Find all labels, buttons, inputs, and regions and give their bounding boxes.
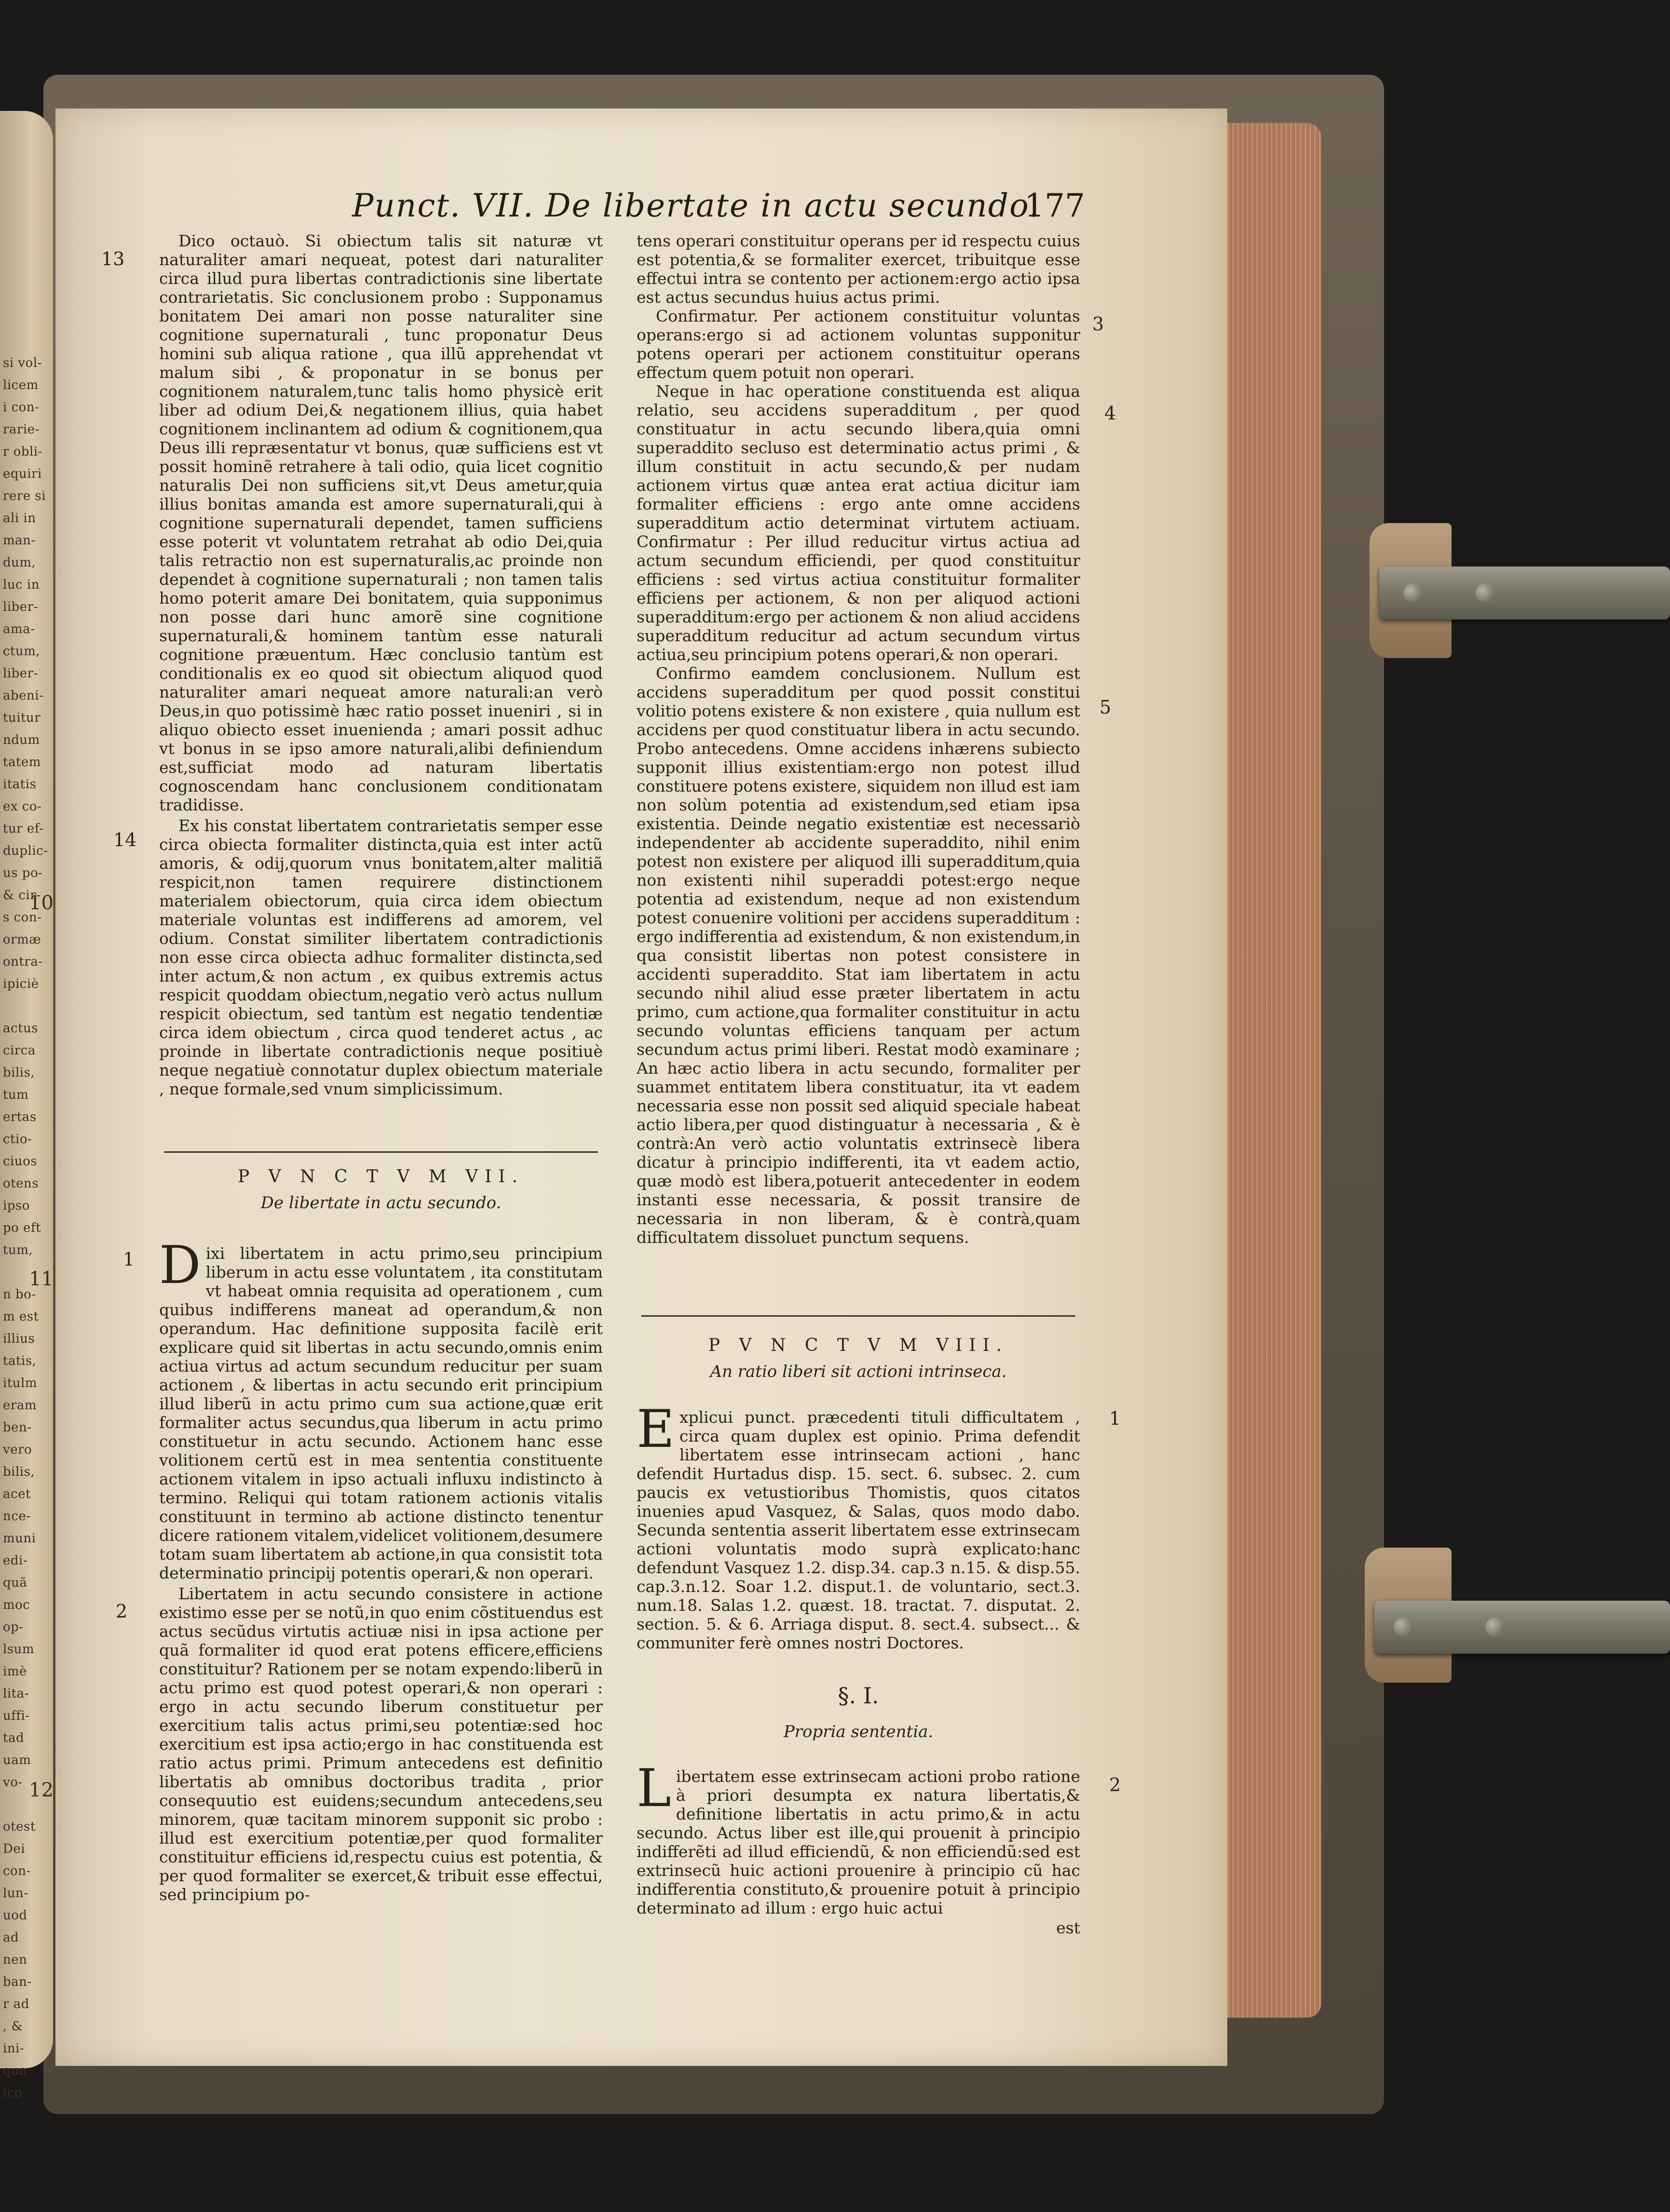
paragraph-14: Ex his constat libertatem contrarietatis semper esse circa obiecta formaliter distincta,quia est inter actũ amoris, & odij,quorum vnus bonitatem,alter malitiã respicit,non tamen requirere distinctionem materialem obiectorum, quia circa idem obiectum materiale voluntas est indifferens ad amorem, vel odium. Constat similiter libertatem contradictionis non esse circa obiecta adhuc formaliter distincta,sed inter actum,& non actum , ex quibus extremis actus respicit quoddam obiectum,negatio verò actus nullum respicit obiectum, sed tantùm est negatio tendentiæ circa idem obiectum , circa quod tenderet actus , ac proinde in libertate contradictionis neque positiuè neque negatiuè connotatur duplex obiectum materiale , neque formale,sed vnum simplicissimum.	[159, 816, 603, 1098]
paragraph-1	[159, 1235, 603, 1582]
facing-margin-number: 11	[29, 1268, 54, 1290]
clasp-lower	[1374, 1601, 1670, 1654]
facing-page-text: si vol- licem i con- rarie- r obli- equiri rere si ali in man- dum, luc in liber- ama- ctum, liber- abeni- tuitur ndum tatem itatis ex co- tur ef- duplic- us po- & cir- s con- ormæ ontra- ipiciè actus circa bilis, tum ertas ctio- ciuos otens ipso po eft tum, n bo- m est illius tatis, itulm eram ben- vero bilis, acet nce- muni edi- quã moc op- lsum imè lita- uffi- tad uam vo- otest Dei con- lun- uod ad nen ban- r ad , & ini- qua ico	[3, 356, 48, 2100]
punctum-subtitle: An ratio liberi sit actioni intrinseca.	[710, 1362, 1007, 1381]
right-column-top	[637, 231, 1080, 1247]
facing-margin-number: 12	[29, 1779, 54, 1801]
right-column-middle	[637, 1399, 1080, 1652]
margin-number: 2	[1109, 1774, 1121, 1795]
section-subtitle: Propria sententia.	[783, 1722, 934, 1741]
facing-page-edge	[0, 111, 54, 2100]
margin-number: 4	[1104, 403, 1116, 424]
clasp-upper	[1379, 566, 1670, 620]
section-heading	[637, 1683, 1080, 1741]
drop-capital: E	[637, 1399, 675, 1459]
punctum-vii-heading	[159, 1167, 603, 1213]
paragraph-4: Neque in hac operatione constituenda est aliqua relatio, seu accidens superadditum , per quod constituatur in actu secundo libera,quia omni superaddito secluso est determinatio actus primi , & illum constituit in actu secundo,& per nudam actionem virtus quæ antea erat actiua dicitur iam formaliter efficiens : ergo ante omne accidens superadditum actio determinat virtutem actiuam. Confirmatur : Per illud reducitur virtus actiua ad actum secundum efficiendi, per quod constituitur efficiens : sed virtus actiua constituitur formaliter efficiens per actionem, & non per aliquod actioni superadditum:ergo per actionem & non aliud accidens superadditum reducitur ad actum secundum virtus actiua,seu principium potens operari,& non operari.	[637, 382, 1080, 664]
margin-number: 14	[113, 829, 137, 850]
margin-number: 3	[1092, 313, 1104, 335]
paragraph-13: Dico octauò. Si obiectum talis sit naturæ vt naturaliter amari nequeat, potest dari naturaliter circa illud pura libertas contradictionis sine libertate contrarietatis. Sic conclusionem probo : Supponamus bonitatem Dei amari non posse naturaliter sine cognitione supernaturali , tunc proponatur Deus homini sub aliqua ratione , qua illũ apprehendat vt malum sibi , & proponatur in se bonus per cognitionem naturalem,tunc talis homo physicè erit liber ad odium Dei,& negationem illius, quia habet cognitionem inclinantem ad odium & cognitionem,qua Deus illi repræsentatur vt bonus, quæ sufficiens est vt possit hominẽ retrahere à tali odio, quia licet cognitio naturalis Dei non sufficiens sit,vt Deus ametur,quia illius bonitas amanda est amore supernaturali,qui à cognitione supernaturali dependet, tamen sufficiens esse poterit vt voluntatem retrahat ab odio Dei,quia talis retractio non est supernaturalis,ac proinde non dependet à cognitione supernaturali ; non tamen talis homo poterit amare Dei bonitatem, quia supponimus non posse dari hunc amorẽ sine cognitione supernaturali,& hominem tantùm esse naturali cognitione præuentum. Hæc conclusio tantùm est conditionalis ex eo quod sit obiectum aliquod quod naturaliter amari nequeat amore naturali:an verò Deus,in quo potissimè hæc ratio posset inueniri , si in aliquo obiecto esset inuenienda ; amari possit adhuc vt bonus in se ipso amore naturali,alibi definiendum est,sufficiat modo ad naturam libertatis cognoscendam hanc conclusionem conditionatam tradidisse.	[159, 231, 603, 814]
section-rule	[164, 1151, 598, 1153]
running-title: Punct. VII. De libertate in actu secundo.	[352, 187, 1040, 224]
margin-number: 5	[1100, 697, 1112, 718]
paragraph-3: Confirmatur. Per actionem constituitur voluntas operans:ergo si ad actionem voluntas supponitur potens operari per actionem constituitur operans effectum quem potuit non operari.	[637, 307, 1080, 382]
paragraph-1	[637, 1399, 1080, 1652]
facing-margin-number: 10	[29, 892, 54, 914]
catchword: est	[1056, 1918, 1080, 1937]
rivet-icon	[1476, 583, 1495, 603]
left-column-bottom	[159, 1235, 603, 1904]
left-column-top	[159, 231, 603, 1098]
section-title: §. I.	[838, 1683, 879, 1709]
section-rule	[641, 1315, 1075, 1317]
rivet-icon	[1394, 1618, 1413, 1637]
punctum-title: P V N C T V M VIII.	[708, 1335, 1009, 1355]
drop-capital: D	[159, 1235, 201, 1295]
page-number: 177	[1024, 187, 1085, 224]
paragraph-2	[637, 1758, 1080, 1917]
right-column-bottom	[637, 1758, 1080, 1937]
punctum-viii-heading	[637, 1335, 1080, 1381]
margin-number: 1	[123, 1249, 135, 1270]
margin-number: 13	[101, 248, 125, 270]
paragraph-5: Confirmo eamdem conclusionem. Nullum est accidens superadditum per quod possit constitui volitio potens existere & non existere , quia nullum est accidens per quod constituatur libera in actu secundo. Probo antecedens. Omne accidens inhærens subiecto supponit illius existentiam:ergo non potest illud constituere potens existere, siquidem non illud est iam non solùm potentia ad existendum,sed etiam ipsa existentia. Deinde negatio existentiæ est necessariò independenter ab accidente superaddito, nihil enim potest non existere per aliquod illi superadditum,quia non existenti nihil superaddi potest:ergo neque potentia ad existendum, neque ad non existendum potest conuenire volitioni per accidens superadditum : ergo indifferentia ad existendum, & non existendum,in qua consistit libertas non potest consistere in accidenti superaddito. Stat iam libertatem in actu secundo nihil aliud esse præter libertatem in actu primo, cum actione,qua formaliter constituitur in actu secundo voluntas efficiens tanquam per actum secundum actus primi liberi. Restat modò examinare ; An hæc actio libera in actu secundo, formaliter per suammet entitatem libera constituatur, ita vt eadem necessaria esse non possit sed aliquid speciale habeat actio libera,per quod distinguatur à necessaria , & è contrà:An verò actio voluntatis extrinsecè libera dicatur à principio indifferenti, ita vt eadem actio, quæ modò est libera,potuerit antecedenter in eodem instanti esse necessaria, & possit transire de necessaria in non liberam, & è contrà,quam difficultatem dissoluet punctum sequens.	[637, 664, 1080, 1247]
running-header	[352, 183, 1085, 236]
punctum-subtitle: De libertate in actu secundo.	[260, 1193, 502, 1213]
punctum-title: P V N C T V M VII.	[237, 1167, 525, 1187]
drop-capital: L	[637, 1758, 671, 1819]
paragraph-2: Libertatem in actu secundo consistere in actione existimo esse per se notũ,in quo enim cõstituendus est actus secũdus virtutis actiuæ nisi in ipsa actione per quã formaliter id quod erat potens efficere,efficiens constituitur? Rationem per se notam expendo:liberũ in actu primo est quod potest operari,& non operari : ergo in actu secundo liberum constituetur per exercitium talis actus primi,seu potentiæ:sed hoc exercitium est ipsa actio;ergo in hac constituenda est ratio actus primi. Primum antecedens est definitio libertatis ab omnibus doctoribus tradita , prior consequutio est euidens;secundum antecedens,seu minorem, quæ tacitam minorem supponit sic probo : illud est exercitium potentiæ,per quod formaliter constituitur efficiens id,respectu cuius est potentia, & per quod formaliter se exercet,& tribuit esse effectui, sed principium po-	[159, 1584, 603, 1904]
paragraph-continued: tens operari constituitur operans per id respectu cuius est potentia,& se formaliter exercet, tribuitque esse effectui intra se contento per actionem:ergo actio ipsa est actus secundus huius actus primi.	[637, 231, 1080, 307]
rivet-icon	[1485, 1618, 1505, 1637]
margin-number: 2	[116, 1601, 128, 1622]
paragraph-1-text: xplicui punct. præcedenti tituli difficultatem , circa quam duplex est opinio. Prima defendit libertatem esse intrinsecam actioni , hanc defendit Hurtadus disp. 15. sect. 6. subsec. 2. cum paucis ex vetustioribus Thomistis, quos citatos inuenies apud Vasquez, & Salas, quos modo dabo. Secunda sententia asserit libertatem esse extrinsecam actioni voluntatis modo suprà explicato:hanc defendunt Vasquez 1.2. disp.34. cap.3 n.15. & disp.55. cap.3.n.12. Soar 1.2. disput.1. de voluntario, sect.3. num.18. Salas 1.2. quæst. 18. tractat. 7. disputat. 2. section. 5. & 6. Arriaga disput. 8. sect.4. subsect... & communiter ferè omnes nostri Doctores.	[637, 1408, 1080, 1652]
page-edges	[1225, 123, 1321, 2018]
margin-number: 1	[1109, 1408, 1121, 1429]
paragraph-2-text: ibertatem esse extrinsecam actioni probo ratione à priori desumpta ex natura libertatis,& definitione libertatis in actu primo,& in actu secundo. Actus liber est ille,qui prouenit à principio indifferẽti ad illud efficiendũ, & non efficiendũ:sed est extrinsecũ huic actioni prouenire à principio cũ hac indifferentia constituto,& prouenire potuit à principio determinato ad illum : ergo huic actui	[637, 1767, 1080, 1917]
paragraph-1-text: ixi libertatem in actu primo,seu principium liberum in actu esse voluntatem , ita constitutam vt habeat omnia requisita ad operationem , cum quibus indifferens maneat ad operandum,& non operandum. Hac definitione supposita facilè erit explicare quid sit libertas in actu secundo,omnis enim actiua virtus ad actum secundum reducitur per suam actionem , & libertas in actu secundo erit principium illud liberũ in actu primo cum sua actione,quæ erit formaliter actus secundus,qua liberum in actu primo constituetur in actu secundo. Actionem hanc esse volitionem certũ est in mea sententia constituente actionem vitalem in ipso actuali influxu indistincto à termino. Reliqui qui totam rationem actionis vitalis constituunt in termino ab actione distincto tenentur dicere rationem vitalem,videlicet volitionem,desumere totam suam libertatem ab actione,in qua consistit tota determinatio principij potentis operari,& non operari.	[159, 1244, 603, 1582]
rivet-icon	[1403, 583, 1423, 603]
